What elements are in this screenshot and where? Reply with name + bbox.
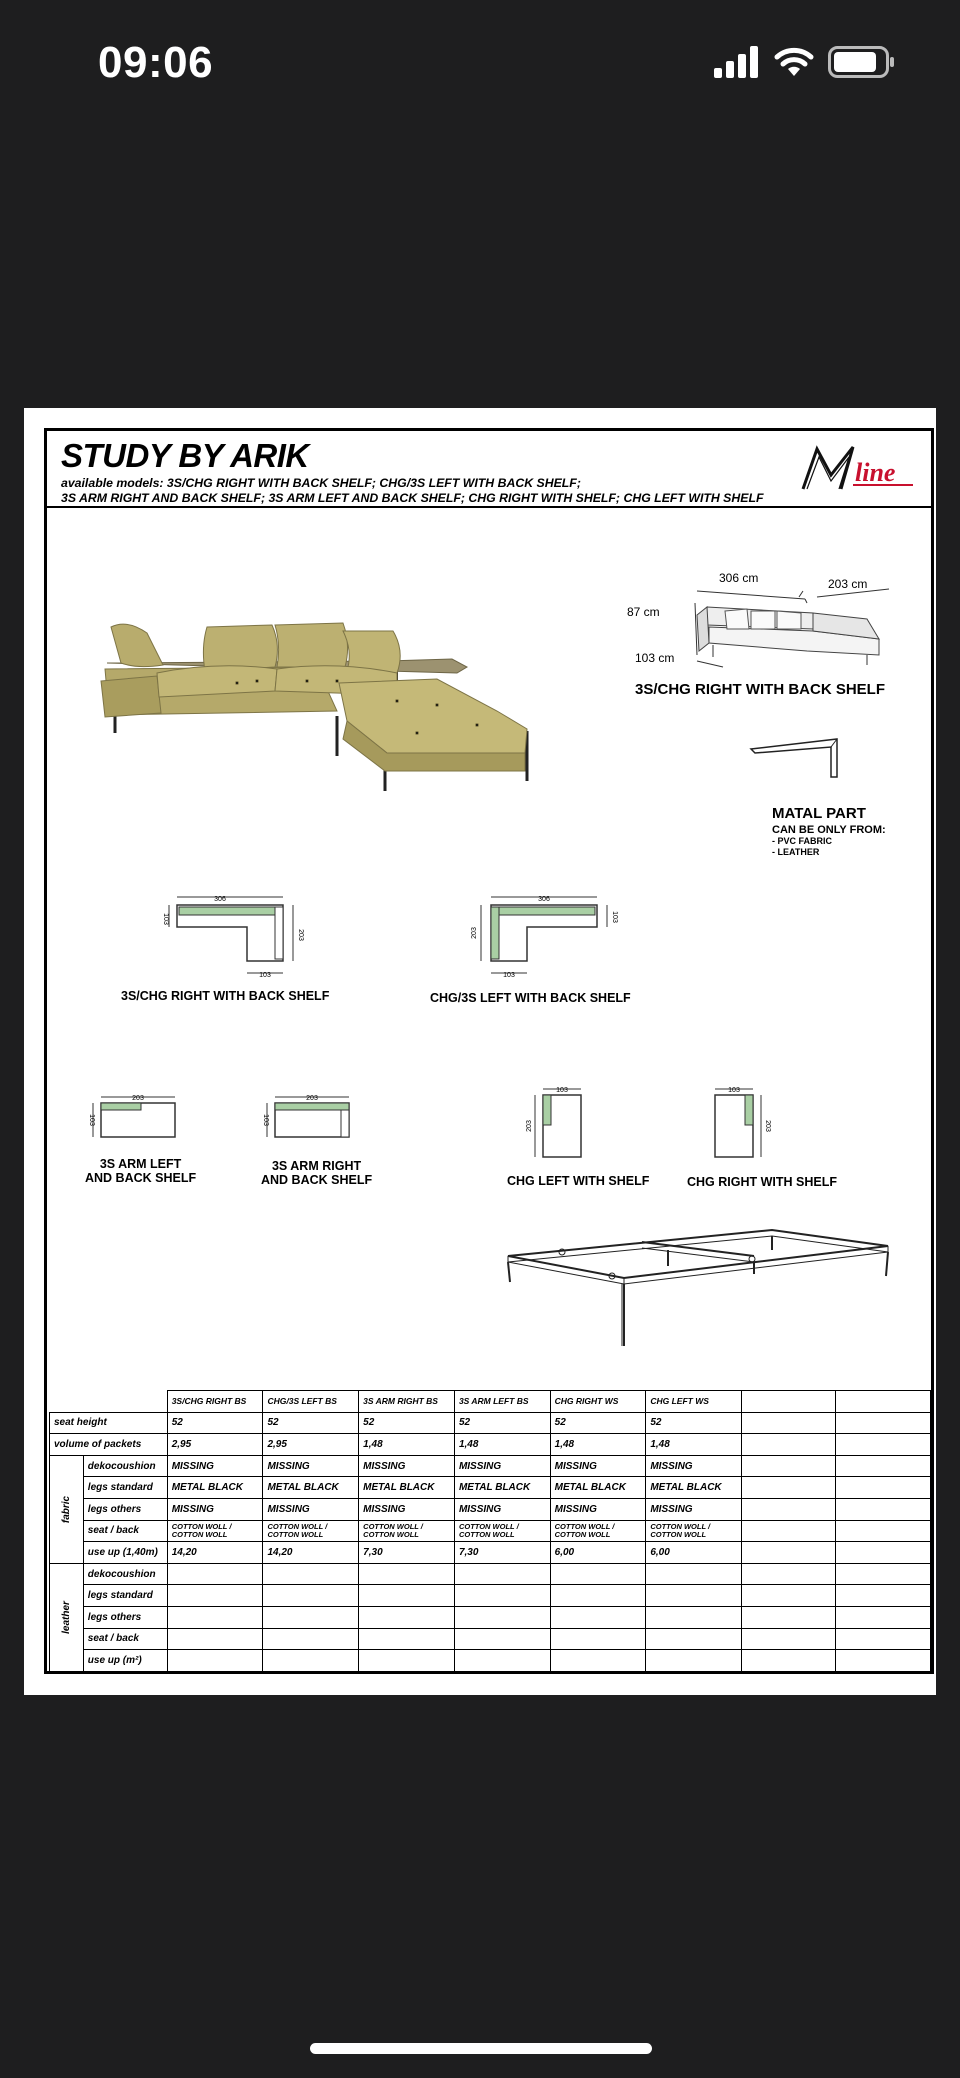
table-cell [742, 1650, 836, 1672]
d1-left: 103 [162, 913, 169, 925]
table-cell [263, 1606, 359, 1628]
table-cell [454, 1563, 550, 1585]
table-cell: METAL BLACK [550, 1477, 646, 1499]
table-cell [454, 1606, 550, 1628]
table-cell: 7,30 [359, 1542, 455, 1564]
table-cell: 14,20 [263, 1542, 359, 1564]
row-label: legs others [83, 1498, 167, 1520]
table-cell: MISSING [646, 1498, 742, 1520]
table-row [50, 1542, 931, 1564]
table-cell [742, 1477, 836, 1499]
table-cell [359, 1606, 455, 1628]
table-cell: MISSING [550, 1498, 646, 1520]
d5-caption: CHG LEFT WITH SHELF [507, 1174, 650, 1188]
table-cell [167, 1563, 263, 1585]
diagram-3s-arm-left [87, 1091, 187, 1145]
table-cell: MISSING [646, 1455, 742, 1477]
col-header: 3S ARM LEFT BS [454, 1391, 550, 1413]
table-cell: 1,48 [550, 1434, 646, 1456]
table-cell [167, 1585, 263, 1607]
svg-text:line: line [855, 458, 896, 487]
d3-caption-2: AND BACK SHELF [85, 1171, 197, 1185]
row-label: seat / back [83, 1628, 167, 1650]
wifi-icon [774, 46, 814, 78]
table-row [50, 1477, 931, 1499]
table-cell [742, 1563, 836, 1585]
d2-bottom: 103 [503, 972, 515, 979]
col-header [742, 1391, 836, 1413]
sofa-image [97, 621, 537, 801]
table-cell [167, 1628, 263, 1650]
d6-caption: CHG RIGHT WITH SHELF [687, 1175, 837, 1189]
table-cell [742, 1434, 836, 1456]
table-cell: 14,20 [167, 1542, 263, 1564]
table-cell: METAL BLACK [263, 1477, 359, 1499]
col-header [836, 1391, 931, 1413]
d1-top: 306 [214, 896, 226, 903]
table-cell [742, 1628, 836, 1650]
row-label: dekocoushion [83, 1455, 167, 1477]
table-cell: COTTON WOLL / COTTON WOLL [454, 1520, 550, 1542]
table-cell [836, 1498, 931, 1520]
row-label: use up (m²) [83, 1650, 167, 1672]
table-cell [742, 1542, 836, 1564]
table-header-row [50, 1391, 931, 1413]
metal-part-info [772, 805, 886, 858]
table-cell: MISSING [167, 1498, 263, 1520]
col-header: CHG/3S LEFT BS [263, 1391, 359, 1413]
d2-top: 306 [538, 896, 550, 903]
available-models [61, 476, 763, 506]
table-row [50, 1498, 931, 1520]
table-cell: 52 [359, 1412, 455, 1434]
table-cell: MISSING [263, 1455, 359, 1477]
dim-height: 87 cm [627, 605, 660, 619]
table-cell [836, 1412, 931, 1434]
home-indicator[interactable] [310, 2043, 652, 2054]
table-row [50, 1606, 931, 1628]
d2-right: 103 [611, 911, 618, 923]
row-label: seat / back [83, 1520, 167, 1542]
d3-left: 103 [88, 1114, 95, 1126]
d3-top: 203 [132, 1095, 144, 1102]
group-label-text: leather [60, 1600, 72, 1634]
table-cell [742, 1520, 836, 1542]
product-sheet [24, 408, 936, 1695]
d1-bottom: 103 [259, 972, 271, 979]
table-cell [550, 1606, 646, 1628]
table-row [50, 1412, 931, 1434]
d6-top: 103 [728, 1087, 740, 1094]
signal-icon [714, 46, 760, 78]
table-cell: COTTON WOLL / COTTON WOLL [359, 1520, 455, 1542]
table-cell: MISSING [167, 1455, 263, 1477]
table-cell [836, 1563, 931, 1585]
diagram-3s-arm-right [261, 1091, 361, 1145]
diagram-chg-right [703, 1083, 773, 1163]
table-cell [742, 1455, 836, 1477]
d4-left: 103 [262, 1114, 269, 1126]
table-cell [167, 1650, 263, 1672]
d2-left: 203 [471, 927, 478, 939]
table-cell [550, 1650, 646, 1672]
col-header: CHG RIGHT WS [550, 1391, 646, 1413]
table-cell: 52 [263, 1412, 359, 1434]
table-cell [742, 1412, 836, 1434]
spec-table [49, 1390, 931, 1672]
table-row [50, 1585, 931, 1607]
table-cell: 52 [454, 1412, 550, 1434]
table-cell [836, 1628, 931, 1650]
table-row [50, 1563, 931, 1585]
table-cell: 52 [167, 1412, 263, 1434]
table-row [50, 1455, 931, 1477]
table-cell [359, 1650, 455, 1672]
table-cell [646, 1563, 742, 1585]
table-cell [836, 1455, 931, 1477]
table-cell [550, 1585, 646, 1607]
models-line-1: available models: 3S/CHG RIGHT WITH BACK SHELF; CHG/3S LEFT WITH BACK SHELF; [61, 476, 581, 490]
table-cell [646, 1585, 742, 1607]
table-cell [550, 1628, 646, 1650]
group-label-text: fabric [60, 1495, 72, 1523]
d5-top: 103 [556, 1087, 568, 1094]
col-header: 3S ARM RIGHT BS [359, 1391, 455, 1413]
table-cell [454, 1585, 550, 1607]
table-cell: METAL BLACK [646, 1477, 742, 1499]
status-bar [0, 0, 960, 130]
row-label: legs others [83, 1606, 167, 1628]
row-label: dekocoushion [83, 1563, 167, 1585]
battery-icon [828, 46, 896, 78]
table-cell: COTTON WOLL / COTTON WOLL [646, 1520, 742, 1542]
table-cell [454, 1650, 550, 1672]
table-cell: MISSING [454, 1455, 550, 1477]
dim-depth: 203 cm [828, 577, 868, 591]
table-cell: COTTON WOLL / COTTON WOLL [263, 1520, 359, 1542]
d3-caption-1: 3S ARM LEFT [99, 1157, 182, 1171]
row-label: legs standard [83, 1477, 167, 1499]
table-cell: 1,48 [646, 1434, 742, 1456]
d4-caption-2: AND BACK SHELF [261, 1173, 373, 1187]
status-time: 09:06 [98, 38, 214, 87]
table-cell [836, 1585, 931, 1607]
table-cell [742, 1585, 836, 1607]
mline-logo [797, 439, 917, 495]
col-header: 3S/CHG RIGHT BS [167, 1391, 263, 1413]
leather-rows [50, 1563, 931, 1671]
d4-top: 203 [306, 1095, 318, 1102]
d6-right: 203 [764, 1120, 771, 1132]
table-cell [836, 1520, 931, 1542]
table-cell [263, 1650, 359, 1672]
matal-sub: CAN BE ONLY FROM: [772, 824, 886, 836]
d3-caption [85, 1157, 196, 1185]
diagram-chg-3s-left [467, 891, 617, 991]
dim-seat: 103 cm [635, 651, 675, 665]
table-cell [454, 1628, 550, 1650]
table-row [50, 1434, 931, 1456]
matal-option-1: - PVC FABRIC [772, 836, 833, 846]
metal-part-sketch [747, 737, 843, 787]
row-label: use up (1,40m) [83, 1542, 167, 1564]
row-label: volume of packets [50, 1434, 168, 1456]
dimension-drawing [667, 571, 907, 681]
diagram-3s-chg-right [157, 891, 307, 991]
dim-width: 306 cm [719, 571, 759, 585]
table-cell: 1,48 [359, 1434, 455, 1456]
table-cell: 2,95 [263, 1434, 359, 1456]
row-label: seat height [50, 1412, 168, 1434]
table-cell: METAL BLACK [359, 1477, 455, 1499]
product-title: STUDY BY ARIK [61, 437, 309, 474]
table-cell: METAL BLACK [454, 1477, 550, 1499]
metal-frame-drawing [502, 1226, 902, 1386]
models-line-2: 3S ARM RIGHT AND BACK SHELF; 3S ARM LEFT AND BACK SHELF; CHG RIGHT WITH SHELF; CHG LEFT WITH SHELF [61, 491, 764, 505]
col-header: CHG LEFT WS [646, 1391, 742, 1413]
table-cell: 7,30 [454, 1542, 550, 1564]
table-cell [836, 1606, 931, 1628]
table-cell: 6,00 [550, 1542, 646, 1564]
table-cell [646, 1628, 742, 1650]
table-cell: 52 [646, 1412, 742, 1434]
matal-heading: MATAL PART [772, 805, 866, 822]
table-cell [359, 1628, 455, 1650]
table-cell [742, 1498, 836, 1520]
table-row [50, 1650, 931, 1672]
d4-caption [261, 1159, 372, 1187]
table-cell [167, 1606, 263, 1628]
table-cell: 6,00 [646, 1542, 742, 1564]
table-cell: MISSING [550, 1455, 646, 1477]
status-icons [714, 46, 896, 78]
table-cell [836, 1477, 931, 1499]
table-cell [646, 1606, 742, 1628]
table-cell: 1,48 [454, 1434, 550, 1456]
table-cell [836, 1650, 931, 1672]
table-cell: MISSING [359, 1498, 455, 1520]
table-cell [263, 1585, 359, 1607]
fabric-rows [50, 1455, 931, 1563]
group-label [50, 1563, 84, 1671]
d5-left: 203 [526, 1120, 533, 1132]
sheet-header [47, 431, 931, 508]
d1-right: 203 [297, 929, 304, 941]
table-cell: MISSING [454, 1498, 550, 1520]
d1-caption: 3S/CHG RIGHT WITH BACK SHELF [121, 989, 330, 1003]
d4-caption-1: 3S ARM RIGHT [271, 1159, 362, 1173]
table-row [50, 1628, 931, 1650]
table-cell: 52 [550, 1412, 646, 1434]
table-cell: COTTON WOLL / COTTON WOLL [167, 1520, 263, 1542]
group-label [50, 1455, 84, 1563]
table-cell: METAL BLACK [167, 1477, 263, 1499]
diagram-chg-left [523, 1083, 593, 1163]
table-cell: 2,95 [167, 1434, 263, 1456]
sheet-frame [44, 428, 934, 1674]
row-label: legs standard [83, 1585, 167, 1607]
table-cell [550, 1563, 646, 1585]
table-cell: COTTON WOLL / COTTON WOLL [550, 1520, 646, 1542]
table-cell [836, 1542, 931, 1564]
matal-option-2: - LEATHER [772, 847, 820, 857]
main-caption: 3S/CHG RIGHT WITH BACK SHELF [635, 681, 885, 698]
table-cell [263, 1563, 359, 1585]
table-cell [263, 1628, 359, 1650]
table-cell [646, 1650, 742, 1672]
table-cell: MISSING [263, 1498, 359, 1520]
table-row [50, 1520, 931, 1542]
table-cell [742, 1606, 836, 1628]
table-cell [359, 1585, 455, 1607]
d2-caption: CHG/3S LEFT WITH BACK SHELF [430, 991, 631, 1005]
table-cell [359, 1563, 455, 1585]
table-cell: MISSING [359, 1455, 455, 1477]
table-cell [836, 1434, 931, 1456]
